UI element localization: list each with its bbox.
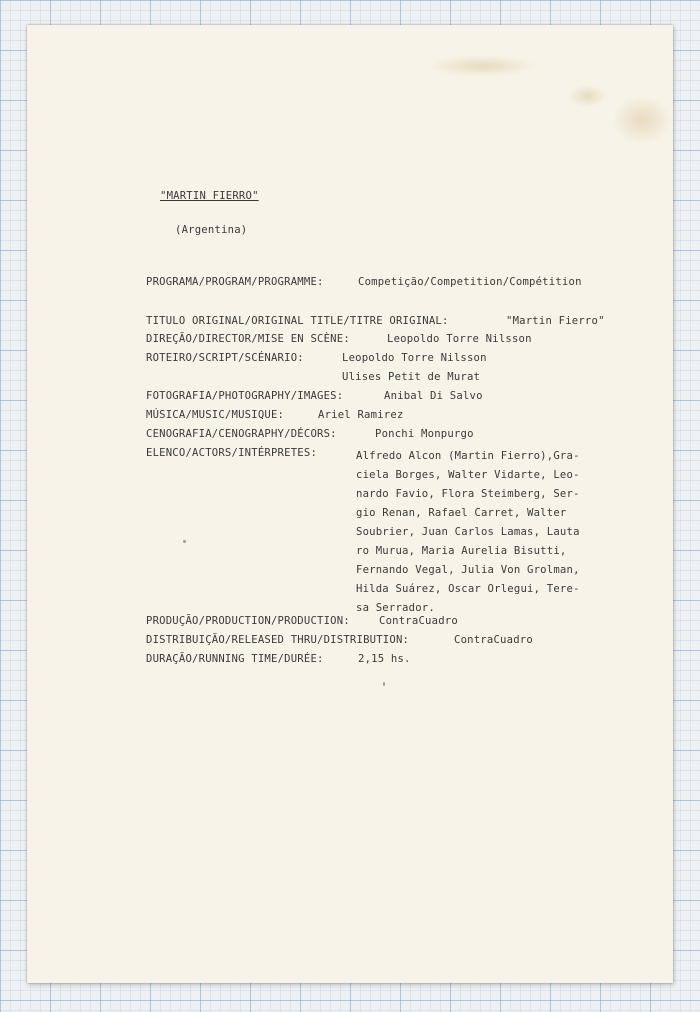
- entry-value: Anibal Di Salvo: [384, 390, 483, 402]
- entry-director: [146, 333, 532, 345]
- entry-running-time: [146, 653, 411, 665]
- film-country: (Argentina): [175, 224, 248, 236]
- entry-value: "Martin Fierro": [506, 315, 605, 327]
- entry-label: DURAÇÃO/RUNNING TIME/DURÉE:: [146, 653, 324, 665]
- film-title: "MARTIN FIERRO": [160, 190, 259, 202]
- entry-value: ContraCuadro: [454, 634, 533, 646]
- entry-production: [146, 615, 458, 627]
- entry-label: DISTRIBUIÇÃO/RELEASED THRU/DISTRIBUTION:: [146, 634, 410, 646]
- entry-program: [146, 276, 582, 288]
- entry-original-title: [146, 315, 605, 327]
- entry-value: Leopoldo Torre Nilsson: [387, 333, 532, 345]
- paper-speck: [383, 682, 385, 686]
- paper-speck: [183, 540, 186, 543]
- entry-value: Ariel Ramirez: [318, 409, 404, 421]
- entry-label: FOTOGRAFIA/PHOTOGRAPHY/IMAGES:: [146, 390, 344, 402]
- cast-line: Hilda Suárez, Oscar Orlegui, Tere-: [356, 583, 580, 595]
- paper-stain: [427, 55, 537, 77]
- cast-line: nardo Favio, Flora Steimberg, Ser-: [356, 488, 580, 500]
- cast-list: [356, 447, 618, 618]
- paper-stain: [567, 85, 607, 107]
- entry-value: 2,15 hs.: [358, 653, 411, 665]
- entry-set-design: [146, 428, 474, 440]
- entry-cast: [146, 447, 317, 459]
- cast-line: Soubrier, Juan Carlos Lamas, Lauta: [356, 526, 580, 538]
- entry-label: MÚSICA/MUSIC/MUSIQUE:: [146, 409, 285, 421]
- entry-label: ELENCO/ACTORS/INTÉRPRETES:: [146, 447, 318, 459]
- entry-label: CENOGRAFIA/CENOGRAPHY/DÉCORS:: [146, 428, 337, 440]
- entry-photography: [146, 390, 483, 402]
- entry-value: Competição/Competition/Compétition: [358, 276, 582, 288]
- entry-label: ROTEIRO/SCRIPT/SCÉNARIO:: [146, 352, 304, 364]
- paper-stain: [612, 95, 672, 145]
- entry-script: [146, 352, 487, 364]
- entry-distribution: [146, 634, 533, 646]
- entry-value: Ulises Petit de Murat: [342, 371, 481, 383]
- cast-line: Fernando Vegal, Julia Von Grolman,: [356, 564, 580, 576]
- entry-value: Ponchi Monpurgo: [375, 428, 474, 440]
- entry-label: PROGRAMA/PROGRAM/PROGRAMME:: [146, 276, 324, 288]
- cast-line: ro Murua, Maria Aurelia Bisutti,: [356, 545, 567, 557]
- entry-value: ContraCuadro: [379, 615, 458, 627]
- entry-label: PRODUÇÃO/PRODUCTION/PRODUCTION:: [146, 615, 350, 627]
- cast-line: ciela Borges, Walter Vidarte, Leo-: [356, 469, 580, 481]
- cast-line: sa Serrador.: [356, 602, 435, 614]
- entry-label: TITULO ORIGINAL/ORIGINAL TITLE/TITRE ORIGINAL:: [146, 315, 449, 327]
- entry-label: DIREÇÃO/DIRECTOR/MISE EN SCÈNE:: [146, 333, 350, 345]
- entry-value: Leopoldo Torre Nilsson: [342, 352, 487, 364]
- entry-music: [146, 409, 404, 421]
- cast-line: Alfredo Alcon (Martin Fierro),Gra-: [356, 450, 580, 462]
- cast-line: gio Renan, Rafael Carret, Walter: [356, 507, 567, 519]
